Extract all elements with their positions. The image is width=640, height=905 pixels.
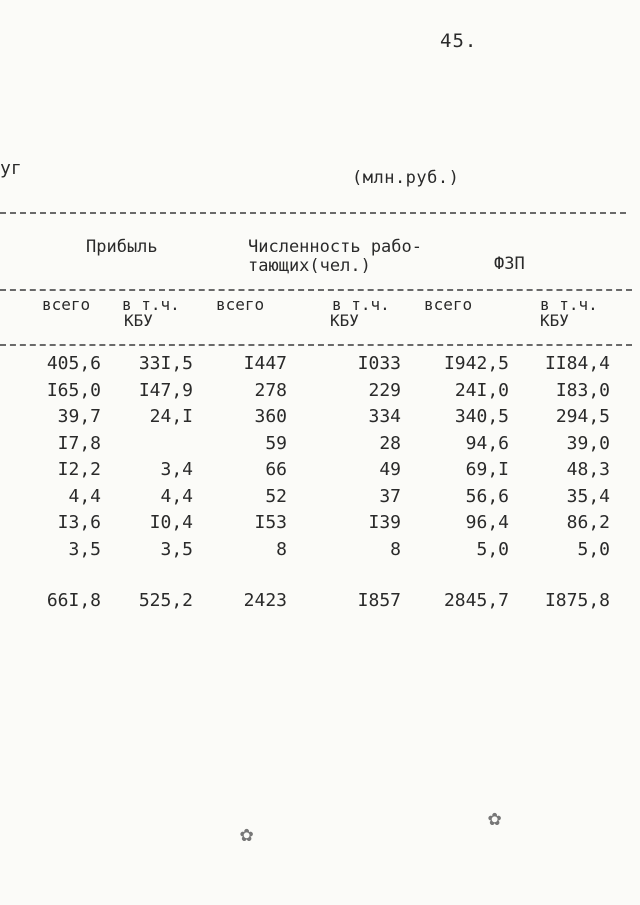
cell-profit-total: I3,6: [57, 512, 101, 533]
page-number: 45.: [440, 30, 478, 52]
cell-fzp-total-total: 2845,7: [443, 590, 509, 611]
cell-staff-total: 278: [254, 379, 287, 401]
cell-profit-total: 3,5: [68, 538, 101, 560]
cell-fzp-total: 340,5: [454, 406, 509, 427]
subheader-fzp-total: всего: [424, 295, 473, 314]
cell-fzp-total: I942,5: [443, 353, 509, 374]
subheader-staff-total: всего: [216, 295, 265, 314]
cell-fzp-total: 69,I: [465, 459, 509, 480]
region-name-fragment: уг: [0, 158, 22, 179]
stamp-mark: ✿: [488, 806, 502, 831]
cell-fzp-total: 24I,0: [454, 379, 509, 401]
cell-profit-total: 405,6: [46, 353, 101, 374]
cell-fzp-kbu: 86,2: [566, 512, 610, 533]
cell-fzp-total: 56,6: [465, 485, 509, 507]
cell-staff-kbu-total: I857: [357, 590, 401, 611]
subheader-profit-total: всего: [42, 295, 91, 314]
cell-fzp-kbu: II84,4: [544, 353, 610, 374]
cell-staff-kbu: 49: [379, 459, 401, 480]
cell-profit-total: I7,8: [57, 432, 101, 454]
subheader-fzp-incl-line2: КБУ: [540, 311, 569, 330]
cell-staff-kbu: 28: [379, 432, 401, 454]
cell-staff-kbu: 8: [390, 538, 401, 560]
cell-staff-total: I53: [254, 512, 287, 533]
cell-profit-total: 4,4: [68, 485, 101, 507]
subheader-profit-incl-line1: в т.ч.: [122, 295, 180, 314]
cell-fzp-total: 94,6: [465, 432, 509, 454]
cell-profit-kbu: I47,9: [138, 379, 193, 401]
cell-staff-total-total: 2423: [243, 590, 287, 611]
subheader-fzp-incl-line1: в т.ч.: [540, 295, 598, 314]
stamp-mark: ✿: [240, 822, 254, 847]
cell-fzp-kbu: 48,3: [566, 459, 610, 480]
cell-staff-total: I447: [243, 353, 287, 374]
cell-staff-total: 360: [254, 406, 287, 427]
cell-staff-kbu: I39: [368, 512, 401, 533]
cell-profit-kbu-total: 525,2: [138, 590, 193, 611]
cell-profit-total-total: 66I,8: [46, 590, 101, 611]
cell-fzp-kbu: 35,4: [566, 485, 610, 507]
subheader-profit-incl-line2: КБУ: [124, 311, 153, 330]
subheader-staff-incl-line1: в т.ч.: [332, 295, 390, 314]
cell-staff-kbu: 37: [379, 485, 401, 507]
header-divider-rule: [0, 289, 632, 291]
cell-staff-total: 52: [265, 485, 287, 507]
cell-profit-total: I2,2: [57, 459, 101, 480]
cell-staff-kbu: I033: [357, 353, 401, 374]
header-profit: Прибыль: [86, 237, 158, 257]
cell-fzp-kbu: 39,0: [566, 432, 610, 454]
header-staff-line1: Численность рабо-: [248, 237, 422, 257]
cell-profit-kbu: 24,I: [149, 406, 193, 427]
cell-fzp-kbu: 294,5: [555, 406, 610, 427]
cell-profit-kbu: 4,4: [160, 485, 193, 507]
table-body-rule: [0, 344, 632, 346]
cell-staff-total: 59: [265, 432, 287, 454]
cell-profit-kbu: 3,4: [160, 459, 193, 480]
cell-profit-total: I65,0: [46, 379, 101, 401]
cell-staff-kbu: 229: [368, 379, 401, 401]
cell-profit-kbu: 33I,5: [138, 353, 193, 374]
header-fzp: ФЗП: [494, 254, 525, 274]
header-staff-line2: тающих(чел.): [248, 256, 371, 276]
cell-fzp-total: 96,4: [465, 512, 509, 533]
cell-staff-total: 66: [265, 459, 287, 480]
cell-staff-total: 8: [276, 538, 287, 560]
table-top-rule: [0, 212, 626, 214]
cell-profit-kbu: 3,5: [160, 538, 193, 560]
cell-profit-kbu: I0,4: [149, 512, 193, 533]
cell-fzp-kbu: 5,0: [577, 538, 610, 560]
cell-fzp-kbu-total: I875,8: [544, 590, 610, 611]
subheader-staff-incl-line2: КБУ: [330, 311, 359, 330]
cell-profit-total: 39,7: [57, 406, 101, 427]
cell-fzp-kbu: I83,0: [555, 379, 610, 401]
units-label: (млн.руб.): [352, 168, 460, 188]
cell-staff-kbu: 334: [368, 406, 401, 427]
cell-fzp-total: 5,0: [476, 538, 509, 560]
